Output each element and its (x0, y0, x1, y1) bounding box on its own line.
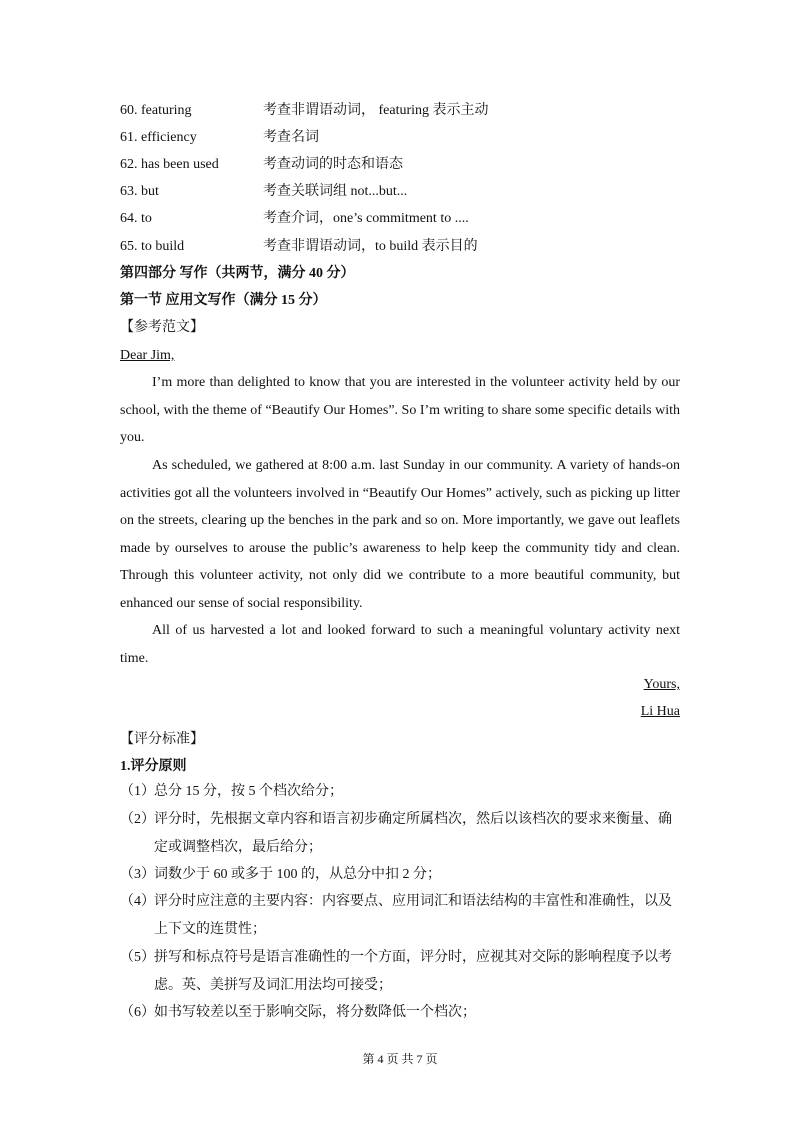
principle-number: （1） (120, 784, 155, 799)
principles-heading: 1.评分原则 (120, 759, 187, 774)
answer-number: 65. to build (120, 239, 185, 254)
answer-note: 考查介词，one’s commitment to .... (263, 211, 469, 226)
reference-label: 【参考范文】 (120, 320, 204, 335)
letter-salutation: Dear Jim, (120, 348, 175, 363)
principle-item (120, 806, 680, 861)
answer-note: 考查非谓语动词，to build 表示目的 (263, 239, 478, 254)
answer-number: 64. to (120, 211, 152, 226)
grading-label: 【评分标准】 (120, 732, 204, 747)
principle-item (120, 778, 680, 806)
principle-text: 总分 15 分，按 5 个档次给分； (154, 784, 343, 799)
principle-number: （4） (120, 894, 155, 909)
principle-text: 词数少于 60 或多于 100 的，从总分中扣 2 分； (154, 867, 441, 882)
answer-number: 63. but (120, 184, 159, 199)
answer-number: 62. has been used (120, 157, 219, 172)
answer-note: 考查关联词组 not...but... (263, 184, 408, 199)
principle-number: （2） (120, 812, 155, 827)
principle-text: 评分时，先根据文章内容和语言初步确定所属档次，然后以该档次的要求来衡量、确定或调整档次，最后给分； (154, 812, 672, 855)
principle-number: （5） (120, 950, 155, 965)
principle-number: （6） (120, 1005, 155, 1020)
principle-text: 如书写较差以至于影响交际，将分数降低一个档次； (154, 1005, 476, 1020)
answer-note: 考查名词 (263, 130, 319, 145)
subsection-heading: 第一节 应用文写作（满分 15 分） (120, 293, 327, 308)
principle-item (120, 944, 680, 999)
principle-text: 评分时应注意的主要内容：内容要点、应用词汇和语法结构的丰富性和准确性，以及上下文的连贯性； (154, 894, 672, 937)
answer-note: 考查动词的时态和语态 (263, 157, 403, 172)
letter-closing: Yours, (643, 677, 680, 692)
answer-note: 考查非谓语动词， featuring 表示主动 (263, 103, 489, 118)
principle-text: 拼写和标点符号是语言准确性的一个方面，评分时，应视其对交际的影响程度予以考虑。英、美拼写及词汇用法均可接受； (154, 950, 672, 993)
answer-number: 60. featuring (120, 103, 192, 118)
principle-number: （3） (120, 867, 155, 882)
principle-item (120, 999, 680, 1027)
answer-number: 61. efficiency (120, 130, 197, 145)
letter-paragraph: As scheduled, we gathered at 8:00 a.m. last Sunday in our community. A variety of hands-on activities got all the volunteers involved in “Beautify Our Homes” actively, such as picking up litter on the streets, clearing up the benches in the park and so on. More importantly, we gave out leaflets made by ourselves to arouse the public’s awareness to help keep the community tidy and clean. Through this volunteer activity, not only did we contribute to a more beautiful community, but enhanced our sense of social responsibility. (120, 458, 680, 611)
section-heading: 第四部分 写作（共两节，满分 40 分） (120, 266, 355, 281)
letter-paragraph: All of us harvested a lot and looked forward to such a meaningful voluntary activity next time. (120, 623, 680, 666)
letter-signature: Li Hua (640, 704, 680, 719)
letter-paragraph: I’m more than delighted to know that you are interested in the volunteer activity held by our school, with the theme of “Beautify Our Homes”. So I’m writing to share some specific details with you. (120, 375, 680, 446)
principle-item (120, 861, 680, 889)
principle-item (120, 888, 680, 943)
page-footer: 第 4 页 共 7 页 (362, 1052, 438, 1066)
